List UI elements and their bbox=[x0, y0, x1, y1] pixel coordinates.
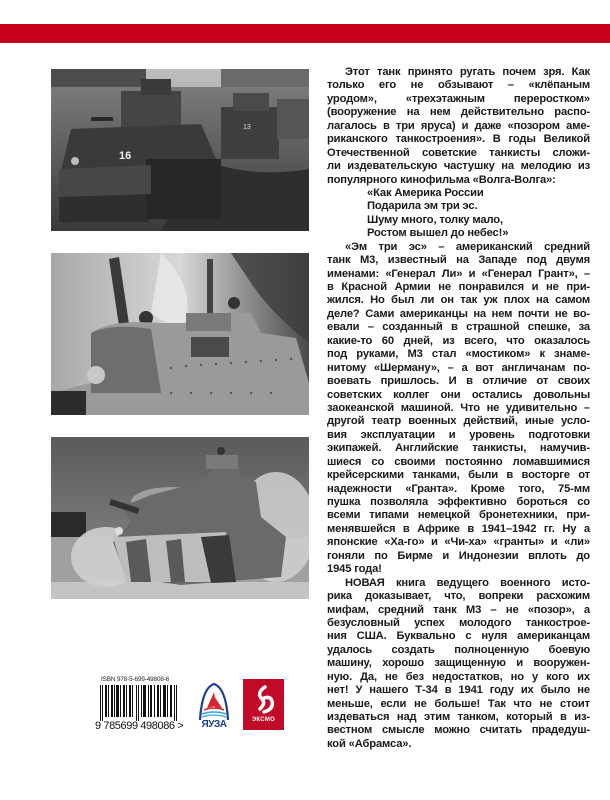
text-line: всеми типами немецкой бронетехники, при- bbox=[327, 509, 590, 522]
text-line: только его не обзывают – «клёпаным bbox=[327, 79, 590, 92]
photo-tank-in-dust bbox=[51, 437, 309, 599]
text-line: вестном смысле можно считать прадедуш- bbox=[327, 724, 590, 737]
text-line: надежности «Гранта». Кроме того, 75-мм bbox=[327, 482, 590, 495]
yauza-sail-icon bbox=[194, 682, 234, 722]
text-line: какие-то 60 дней, из всего, что оказалось bbox=[327, 334, 590, 347]
text-line: другой театр военных действий, иные усло- bbox=[327, 415, 590, 428]
text-line: рика доказывает, что, вопреки расхожим bbox=[327, 590, 590, 603]
text-line: гоняли по Бирме и Индонезии вплоть до bbox=[327, 549, 590, 562]
text-line: заокеанской машиной. Что не удивительно – bbox=[327, 401, 590, 414]
isbn-label: ISBN 978-5-699-49808-6 bbox=[101, 676, 170, 683]
photo-tank-column bbox=[51, 69, 309, 231]
text-line: менявшейся в Африке в 1941–1942 гг. Ну а bbox=[327, 522, 590, 535]
text-line: нет! У нашего Т-34 в 1941 году их было не bbox=[327, 684, 590, 697]
eksmo-swirl-icon bbox=[250, 685, 277, 715]
text-line: танк М3, известный на Западе под двумя bbox=[327, 254, 590, 267]
text-line: «Эм три эс» – американский средний bbox=[345, 240, 590, 253]
barcode-digits: 9 785699 498086 > bbox=[95, 720, 184, 732]
text-line: издеваться над этим танком, который в из- bbox=[327, 711, 590, 723]
poem-line: Подарила эм три эс. bbox=[367, 200, 478, 213]
text-line: Этот танк принято ругать почем зря. Как bbox=[345, 66, 590, 78]
text-line: машину, хорошо защищенную и вооружен- bbox=[327, 657, 590, 670]
text-line: популярного кинофильма «Волга-Волга»: bbox=[327, 173, 556, 186]
text-line: деле? Сами американцы на нем почти не во- bbox=[327, 307, 590, 320]
photo-tank-low-angle bbox=[51, 253, 309, 415]
text-line: советских коллег они остались довольны bbox=[327, 388, 590, 401]
text-line: под руками, М3 стал «мостиком» к знаме- bbox=[327, 348, 590, 361]
text-line: крейсерскими танками, были в восторге от bbox=[327, 469, 590, 482]
text-line: шиеся со своими постоянно ломавшимися bbox=[327, 455, 590, 468]
text-line: ния США. Буквально с нуля американцам bbox=[327, 630, 590, 643]
text-line: безусловный успех молодого танкострое- bbox=[327, 616, 590, 629]
text-line: японские «Ха-го» и «Чи-ха» «гранты» и «ли» bbox=[327, 536, 590, 549]
eksmo-publisher-logo bbox=[243, 679, 284, 730]
text-line: именами: «Генерал Ли» и «Генерал Грант», – bbox=[327, 267, 590, 280]
text-line: ную. Да, не без недостатков, но у кого их bbox=[327, 670, 590, 683]
text-line: кой «Абрамса». bbox=[327, 737, 412, 750]
text-line: воевать пришлось. И в отличие от своих bbox=[327, 375, 590, 388]
text-line: меньше, если не больше! Так что не стоит bbox=[327, 697, 590, 710]
poem-line: «Как Америка России bbox=[367, 186, 484, 199]
yauza-publisher-logo bbox=[194, 682, 234, 732]
eksmo-label: ЭКСМО bbox=[251, 717, 276, 723]
text-line: жился. Но был ли он так уж плох на самом bbox=[327, 294, 590, 307]
text-line: евали – созданный в страшной спешке, за bbox=[327, 321, 590, 334]
text-line: НОВАЯ книга ведущего военного исто- bbox=[345, 576, 590, 589]
text-line: нитому «Шерману», – а вот англичанам по- bbox=[327, 361, 590, 374]
text-line: мифам, средний танк М3 – не «позор», а bbox=[327, 603, 590, 616]
yauza-label: ЯУЗА bbox=[201, 719, 227, 730]
back-cover-blurb bbox=[327, 66, 590, 751]
text-line: вия эксплуатации и уровень подготовки bbox=[327, 428, 590, 441]
poem-line: Ростом вышел до небес!» bbox=[367, 227, 509, 240]
text-line: пушка позволяла эффективно бороться со bbox=[327, 496, 590, 508]
poem-line: Шуму много, толку мало, bbox=[367, 213, 503, 226]
text-line: экипажей. Английские танкисты, намучив- bbox=[327, 442, 590, 455]
text-line: удалось создать полноценную боевую bbox=[327, 643, 590, 656]
barcode-bars bbox=[100, 685, 178, 721]
top-red-band bbox=[0, 24, 610, 43]
text-line: ли издевательскую частушку на мелодию из bbox=[327, 160, 590, 173]
text-line: риканского танкостроения». В годы Великой bbox=[327, 133, 590, 146]
svg-text:16: 16 bbox=[119, 150, 132, 162]
text-line: 1945 года! bbox=[327, 563, 382, 576]
text-line: лагалось в три яруса) и даже «позором аме- bbox=[327, 119, 590, 132]
text-line: уродом», «трехэтажным переростком» bbox=[327, 92, 590, 105]
svg-text:13: 13 bbox=[243, 124, 251, 131]
text-line: (вооружение на нем действительно распо- bbox=[327, 106, 590, 119]
isbn-barcode bbox=[95, 676, 183, 734]
text-line: в Красной Армии не понравился и не при- bbox=[327, 281, 590, 293]
text-line: Отечественной советские танкисты сложи- bbox=[327, 146, 590, 159]
